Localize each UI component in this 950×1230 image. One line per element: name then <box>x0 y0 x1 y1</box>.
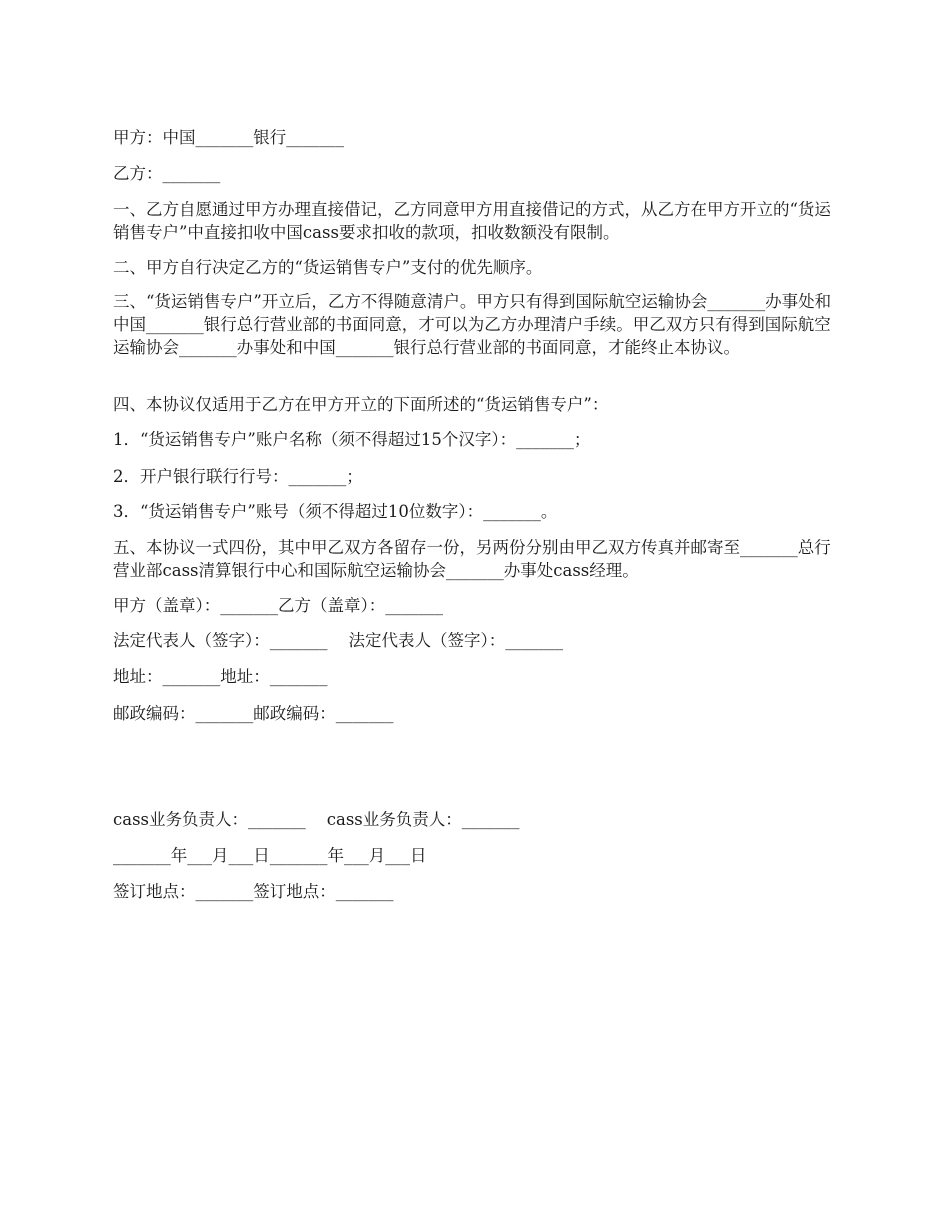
seal-line: 甲方（盖章）：_______乙方（盖章）：_______ <box>113 596 443 615</box>
postcode-line: 邮政编码：_______邮政编码：_______ <box>113 704 394 723</box>
clause-2: 二、甲方自行决定乙方的“货运销售专户”支付的优先顺序。 <box>113 258 543 277</box>
clause-4: 四、本协议仅适用于乙方在甲方开立的下面所述的“货运销售专户”： <box>113 395 609 414</box>
party-a-line: 甲方：中国_______银行_______ <box>113 128 344 147</box>
party-b-line: 乙方：_______ <box>113 164 221 183</box>
signing-place-line: 签订地点：_______签订地点：_______ <box>113 882 394 901</box>
address-line: 地址：_______地址：_______ <box>113 667 328 686</box>
clause-3: 三、“货运销售专户”开立后，乙方不得随意清户。甲方只有得到国际航空运输协会_______办事处和中国_______银行总行营业部的书面同意，才可以为乙方办理清户手续。甲乙双方只有得到国际航空运输协会_______办事处和中国_______银行总行营业部的书面同意，才能终止本协议。 <box>113 292 832 357</box>
clause-1: 一、乙方自愿通过甲方办理直接借记，乙方同意甲方用直接借记的方式，从乙方在甲方开立的“货运销售专户”中直接扣收中国cass要求扣收的款项，扣收数额没有限制。 <box>113 200 831 242</box>
cass-manager-line: cass业务负责人：_______ cass业务负责人：_______ <box>113 810 520 829</box>
item-2: 2．开户银行联行行号：_______； <box>113 467 363 486</box>
item-1: 1．“货运销售专户”账户名称（须不得超过15个汉字）：_______； <box>113 430 591 449</box>
clause-5: 五、本协议一式四份，其中甲乙双方各留存一份，另两份分别由甲乙双方传真并邮寄至_______总行营业部cass清算银行中心和国际航空运输协会_______办事处cass经理。 <box>113 538 831 580</box>
representative-line: 法定代表人（签字）：_______ 法定代表人（签字）：_______ <box>113 631 563 650</box>
date-line: _______年___月___日_______年___月___日 <box>113 846 427 865</box>
item-3: 3．“货运销售专户”账号（须不得超过10位数字）：_______。 <box>113 502 558 521</box>
